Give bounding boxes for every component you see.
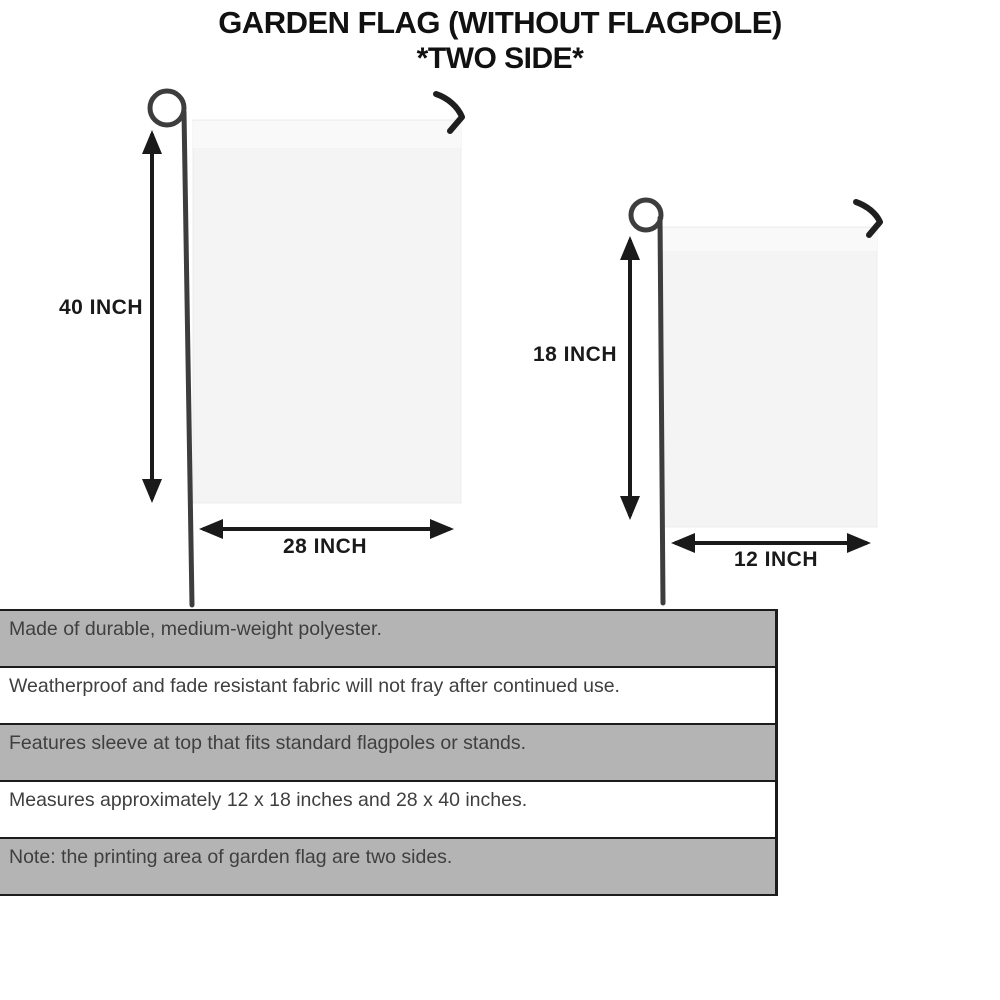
small-flag-sleeve <box>663 228 877 251</box>
large-flag-height-label: 40 INCH <box>58 296 144 319</box>
large-flag-canvas <box>193 120 461 503</box>
large-flagpole <box>184 112 192 605</box>
small-flagpole-loop-icon <box>631 200 661 230</box>
large-flag-group <box>150 91 462 605</box>
feature-row-4 <box>0 780 775 837</box>
feature-row-5 <box>0 837 775 896</box>
small-flag-width-label: 12 INCH <box>733 548 819 571</box>
feature-row-2 <box>0 666 775 723</box>
large-flag-sleeve <box>193 121 461 148</box>
small-flagpole <box>660 218 663 603</box>
feature-text-4: Measures approximately 12 x 18 inches and 28 x 40 inches. <box>9 789 528 811</box>
page-title-line2: *TWO SIDE* <box>416 42 584 75</box>
page-title-line1: GARDEN FLAG (WITHOUT FLAGPOLE) <box>218 5 782 40</box>
small-flag-canvas <box>663 227 877 527</box>
feature-text-1: Made of durable, medium-weight polyester. <box>9 618 382 640</box>
large-flagpole-loop-icon <box>150 91 184 125</box>
feature-text-5: Note: the printing area of garden flag are two sides. <box>9 846 453 868</box>
large-flag-width-label: 28 INCH <box>282 535 368 558</box>
feature-text-2: Weatherproof and fade resistant fabric will not fray after continued use. <box>9 675 620 697</box>
feature-row-3 <box>0 723 775 780</box>
feature-text-3: Features sleeve at top that fits standard flagpoles or stands. <box>9 732 527 754</box>
small-flag-height-label: 18 INCH <box>532 343 618 366</box>
feature-table <box>0 609 778 896</box>
feature-row-1 <box>0 609 775 666</box>
small-flag-group <box>630 200 880 603</box>
